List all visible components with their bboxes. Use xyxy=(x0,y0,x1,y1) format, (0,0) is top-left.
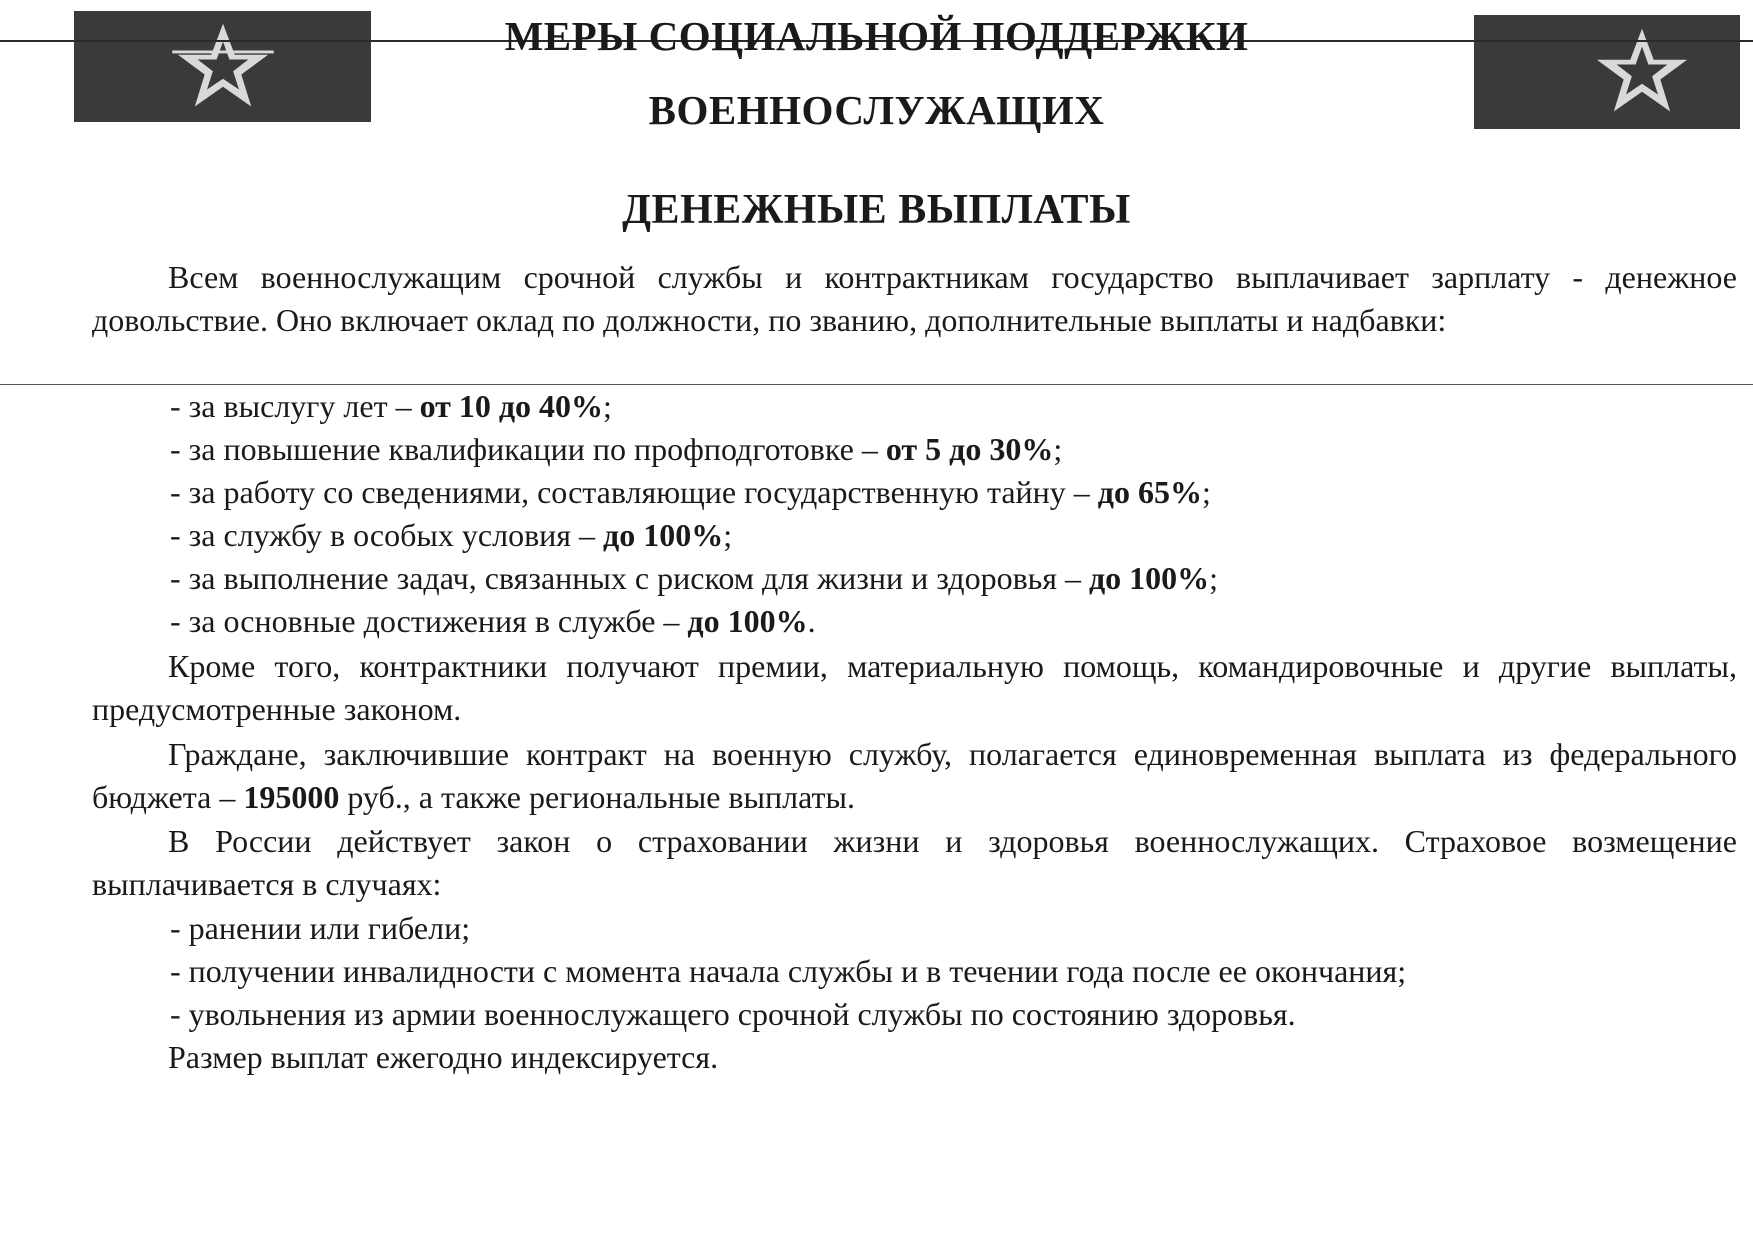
page-title-line2: ВОЕННОСЛУЖАЩИХ xyxy=(648,87,1105,133)
allowance-item: - за основные достижения в службе – до 100%. xyxy=(170,603,816,639)
insurance-case-item: - ранении или гибели; xyxy=(170,910,471,946)
allowance-item: - за выслугу лет – от 10 до 40%; xyxy=(170,388,612,424)
intro-paragraph: Всем военнослужащим срочной службы и контрактникам государство выплачивает зарплату - денежное довольствие. Оно включает оклад по должности, по званию, дополнительные выплаты и надбавки: xyxy=(92,259,1737,338)
insurance-case-item: - получении инвалидности с момента начала службы и в течении года после ее окончания; xyxy=(170,953,1407,989)
closing-paragraph: Размер выплат ежегодно индексируется. xyxy=(168,1039,719,1075)
contract-paragraph: Граждане, заключившие контракт на военную службу, полагается единовременная выплата из федерального бюджета – 195000 руб., а также региональные выплаты. xyxy=(92,736,1737,815)
allowance-item: - за службу в особых условия – до 100%; xyxy=(170,517,733,553)
section-title: ДЕНЕЖНЫЕ ВЫПЛАТЫ xyxy=(622,187,1131,233)
allowance-item: - за повышение квалификации по профподготовке – от 5 до 30%; xyxy=(170,431,1063,467)
allowance-item: - за выполнение задач, связанных с риском для жизни и здоровья – до 100%; xyxy=(170,560,1219,596)
insurance-paragraph: В России действует закон о страховании жизни и здоровья военнослужащих. Страховое возмещение выплачивается в случаях: xyxy=(92,823,1737,902)
allowance-item: - за работу со сведениями, составляющие государственную тайну – до 65%; xyxy=(170,474,1211,510)
insurance-case-item: - увольнения из армии военнослужащего срочной службы по состоянию здоровья. xyxy=(170,996,1296,1032)
bonuses-paragraph: Кроме того, контрактники получают премии, материальную помощь, командировочные и другие выплаты, предусмотренные законом. xyxy=(92,648,1737,727)
page-title-line1: МЕРЫ СОЦИАЛЬНОЙ ПОДДЕРЖКИ xyxy=(504,13,1249,59)
